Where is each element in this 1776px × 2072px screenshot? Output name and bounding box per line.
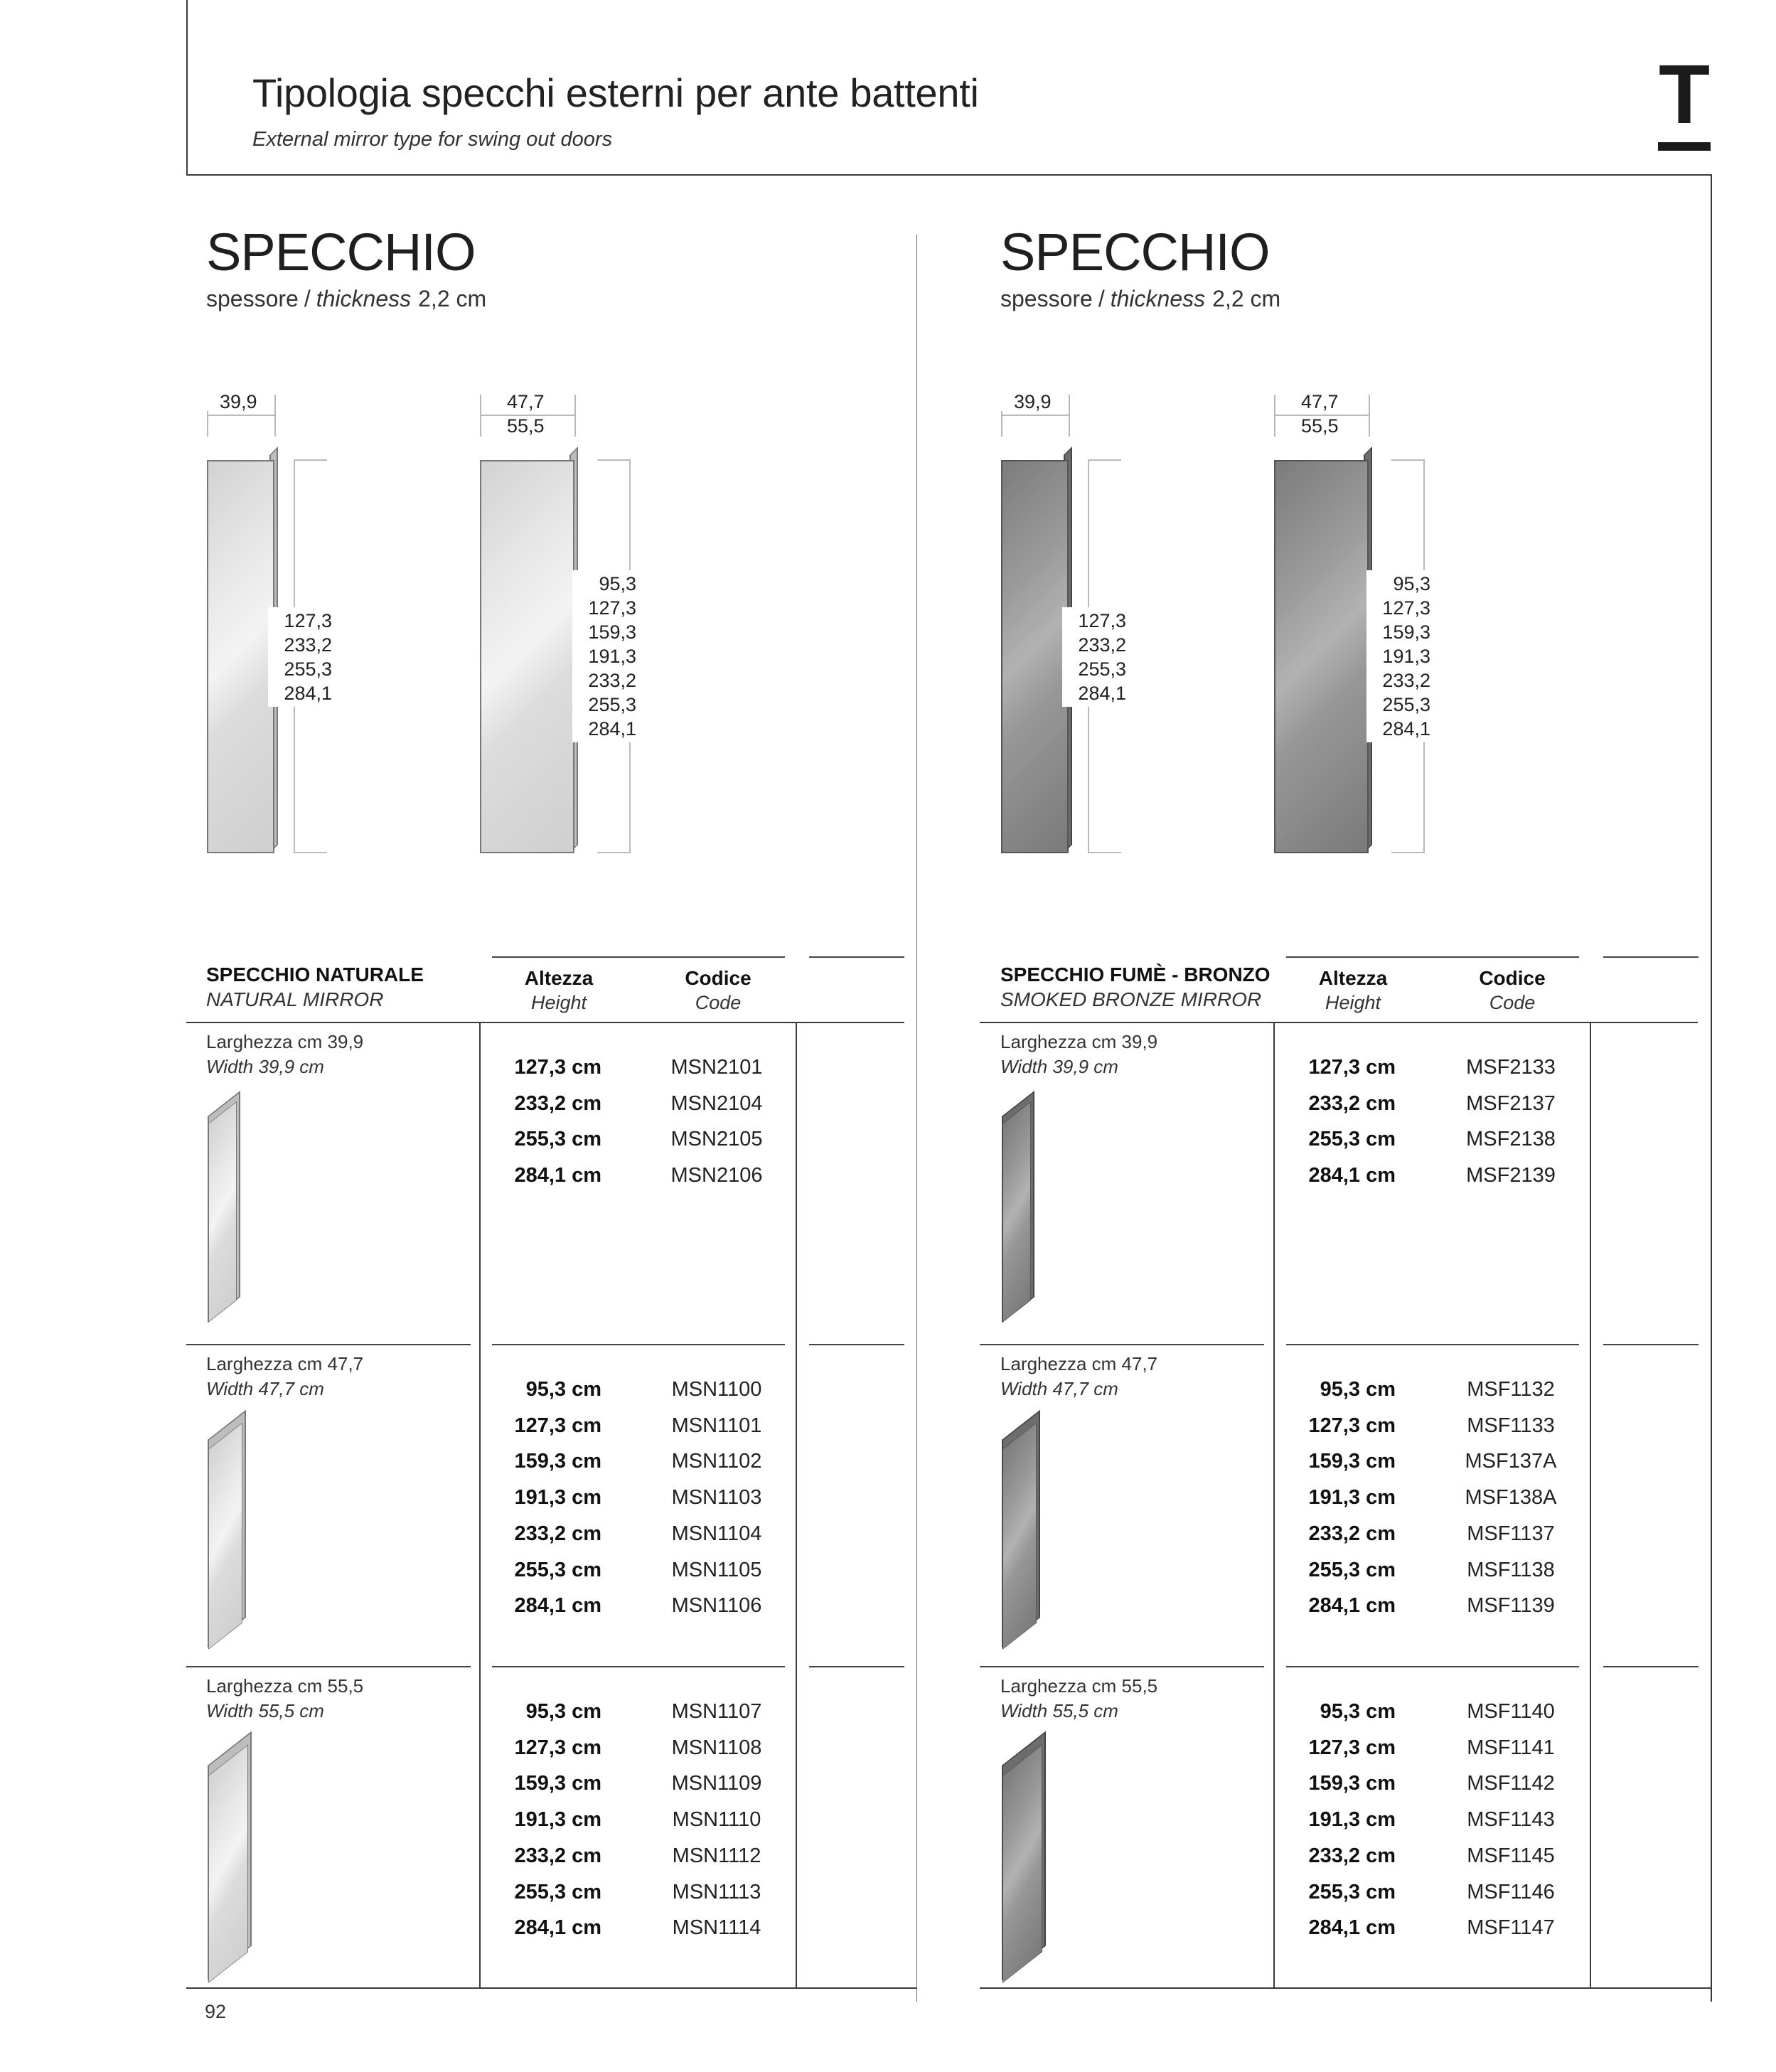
group-width-label-en: Width 39,9 cm (1000, 1056, 1118, 1077)
width-value: 47,7 (507, 391, 545, 412)
row-code: MSF1145 (1467, 1844, 1555, 1867)
header-rule (1286, 956, 1579, 958)
col-header-height-en: Height (530, 992, 587, 1013)
brand-logo-bar (1658, 142, 1711, 151)
header-rule (809, 956, 904, 958)
thickness-label-en: thickness (1110, 286, 1206, 311)
row-code: MSN2105 (670, 1128, 763, 1151)
row-height: 233,2 cm (514, 1091, 601, 1115)
table-title-en: NATURAL MIRROR (206, 988, 384, 1010)
group-rule (1603, 1344, 1699, 1345)
thickness-value: 2,2 cm (418, 286, 487, 311)
row-height: 284,1 cm (1308, 1594, 1396, 1618)
height-value: 127,3 (1382, 597, 1430, 619)
table-bottom-rule (186, 1987, 916, 1989)
thickness-line (1000, 286, 1280, 312)
col-header-height: Altezza (1318, 967, 1388, 989)
thickness-separator: / (304, 286, 311, 311)
dim-tick-top (1088, 459, 1121, 461)
group-width-label-en: Width 47,7 cm (206, 1378, 324, 1399)
section-divider (916, 235, 917, 2002)
thickness-value: 2,2 cm (1212, 286, 1281, 311)
row-code: MSN1107 (671, 1700, 762, 1723)
row-code: MSF1142 (1467, 1772, 1555, 1795)
header-rule (1603, 956, 1699, 958)
row-code: MSN1110 (672, 1808, 761, 1832)
group-rule (1286, 1344, 1579, 1345)
height-value: 95,3 (1393, 573, 1430, 594)
page-title: Tipologia specchi esterni per ante battenti (252, 70, 979, 115)
mirror-panel-narrow (207, 460, 274, 853)
row-code: MSF2133 (1466, 1056, 1556, 1079)
col-divider (796, 1022, 797, 1989)
row-height: 127,3 cm (1308, 1736, 1396, 1759)
mirror-thumbnail-face (1002, 1744, 1042, 1983)
frame-top-line (186, 174, 1712, 176)
row-code: MSF2138 (1466, 1128, 1556, 1151)
col-divider (1590, 1022, 1591, 1989)
row-height: 127,3 cm (1308, 1414, 1396, 1437)
row-height: 95,3 cm (525, 1378, 601, 1401)
dim-tick-bottom (597, 852, 631, 853)
height-value: 255,3 (1078, 658, 1126, 680)
row-height: 95,3 cm (1320, 1700, 1396, 1723)
width-value: 55,5 (507, 415, 545, 437)
row-height: 233,2 cm (1308, 1844, 1396, 1867)
table-bottom-rule (980, 1987, 1712, 1989)
dim-tick-bottom (1391, 852, 1425, 853)
row-code: MSN1102 (671, 1450, 762, 1473)
col-header-code-en: Code (695, 992, 742, 1013)
height-value: 255,3 (1382, 694, 1430, 715)
header-rule (492, 956, 785, 958)
dim-tick-bottom (294, 852, 327, 853)
group-width-label: Larghezza cm 55,5 (206, 1675, 364, 1697)
row-height: 95,3 cm (1320, 1378, 1396, 1401)
thickness-label-en: thickness (316, 286, 412, 311)
height-value: 233,2 (588, 670, 636, 691)
col-header-code: Codice (1479, 967, 1546, 989)
row-height: 191,3 cm (1308, 1808, 1396, 1832)
height-value: 95,3 (599, 573, 636, 594)
mirror-panel-wide (1274, 460, 1369, 853)
row-code: MSN1100 (671, 1378, 762, 1401)
height-value: 255,3 (588, 694, 636, 715)
row-code: MSN1103 (671, 1486, 762, 1510)
row-code: MSN1101 (671, 1414, 762, 1437)
wide-widths (1301, 390, 1339, 438)
height-value: 127,3 (588, 597, 636, 619)
row-code: MSF1141 (1467, 1736, 1555, 1759)
narrow-heights (1062, 607, 1126, 707)
dim-tick-top (597, 459, 631, 461)
height-value: 191,3 (588, 646, 636, 667)
table-title: SPECCHIO NATURALE (206, 963, 424, 986)
row-height: 191,3 cm (514, 1808, 601, 1832)
narrow-width-label: 39,9 (220, 391, 257, 412)
row-height: 127,3 cm (514, 1736, 601, 1759)
row-code: MSF1133 (1467, 1414, 1555, 1437)
height-value: 127,3 (1078, 610, 1126, 631)
row-code: MSF1140 (1467, 1700, 1555, 1723)
dim-line-width (1001, 415, 1070, 416)
row-height: 284,1 cm (1308, 1916, 1396, 1940)
row-height: 255,3 cm (514, 1558, 601, 1581)
thickness-label-it: spessore (206, 286, 299, 311)
mirror-panel-wide (480, 460, 574, 853)
group-rule (980, 1344, 1264, 1345)
row-code: MSF1137 (1467, 1522, 1555, 1545)
row-height: 127,3 cm (514, 1414, 601, 1437)
height-value: 284,1 (1382, 718, 1430, 739)
row-code: MSF138A (1465, 1486, 1557, 1510)
row-height: 159,3 cm (1308, 1450, 1396, 1473)
height-value: 159,3 (588, 621, 636, 643)
row-height: 95,3 cm (525, 1700, 601, 1723)
height-value: 233,2 (1382, 670, 1430, 691)
group-rule (492, 1344, 785, 1345)
row-code: MSN1108 (671, 1736, 762, 1759)
dim-line-width (207, 415, 276, 416)
height-value: 284,1 (588, 718, 636, 739)
row-height: 233,2 cm (514, 1522, 601, 1545)
height-value: 191,3 (1382, 646, 1430, 667)
group-rule (980, 1666, 1264, 1667)
group-width-label: Larghezza cm 47,7 (206, 1353, 364, 1374)
height-value: 284,1 (284, 683, 332, 704)
group-width-label-en: Width 55,5 cm (206, 1700, 324, 1721)
narrow-heights (268, 607, 332, 707)
col-header-code: Codice (685, 967, 751, 989)
thickness-label-it: spessore (1000, 286, 1093, 311)
group-width-label: Larghezza cm 39,9 (1000, 1031, 1158, 1052)
wide-widths (507, 390, 545, 438)
row-height: 284,1 cm (1308, 1164, 1396, 1187)
row-height: 284,1 cm (514, 1916, 601, 1940)
group-width-label: Larghezza cm 55,5 (1000, 1675, 1158, 1697)
row-code: MSN1109 (671, 1772, 762, 1795)
row-code: MSF137A (1465, 1450, 1557, 1473)
row-code: MSF2139 (1466, 1164, 1556, 1187)
mirror-thumbnail-face (208, 1744, 248, 1983)
row-height: 255,3 cm (514, 1128, 601, 1151)
height-value: 159,3 (1382, 621, 1430, 643)
row-code: MSN1105 (671, 1558, 762, 1581)
height-value: 255,3 (284, 658, 332, 680)
mirror-thumbnail-face (208, 1101, 237, 1323)
row-height: 284,1 cm (514, 1594, 601, 1618)
row-height: 233,2 cm (1308, 1522, 1396, 1545)
height-value: 284,1 (1078, 683, 1126, 704)
group-width-label-en: Width 47,7 cm (1000, 1378, 1118, 1399)
wide-heights (1366, 570, 1430, 742)
row-height: 255,3 cm (1308, 1558, 1396, 1581)
wide-heights (572, 570, 636, 742)
group-width-label-en: Width 39,9 cm (206, 1056, 324, 1077)
group-width-label: Larghezza cm 47,7 (1000, 1353, 1158, 1374)
table-title-en: SMOKED BRONZE MIRROR (1000, 988, 1262, 1010)
row-height: 191,3 cm (1308, 1486, 1396, 1510)
row-code: MSF2137 (1466, 1091, 1556, 1115)
row-height: 159,3 cm (514, 1450, 601, 1473)
dim-tick-bottom (1088, 852, 1121, 853)
group-rule (809, 1666, 904, 1667)
group-rule (186, 1344, 471, 1345)
group-width-label: Larghezza cm 39,9 (206, 1031, 364, 1052)
mirror-thumbnail-face (1002, 1101, 1031, 1323)
row-code: MSF1146 (1467, 1880, 1555, 1903)
row-height: 255,3 cm (514, 1880, 601, 1903)
thickness-line (206, 286, 486, 312)
row-code: MSN1112 (672, 1844, 761, 1867)
col-header-height-en: Height (1325, 992, 1381, 1013)
row-height: 159,3 cm (514, 1772, 601, 1795)
frame-right (1711, 174, 1712, 2002)
narrow-width-label: 39,9 (1014, 391, 1052, 412)
row-code: MSN1113 (672, 1880, 761, 1903)
row-code: MSN1106 (671, 1594, 762, 1618)
table-title: SPECCHIO FUMÈ - BRONZO (1000, 963, 1271, 986)
row-height: 255,3 cm (1308, 1128, 1396, 1151)
row-code: MSF1139 (1467, 1594, 1555, 1618)
row-code: MSN2104 (670, 1091, 763, 1115)
row-code: MSN1114 (672, 1916, 761, 1940)
row-code: MSN1104 (671, 1522, 762, 1545)
width-value: 47,7 (1301, 391, 1339, 412)
width-value: 55,5 (1301, 415, 1339, 437)
row-height: 284,1 cm (514, 1164, 601, 1187)
page-subtitle: External mirror type for swing out doors (252, 128, 613, 151)
row-code: MSF1143 (1467, 1808, 1555, 1832)
section-title: SPECCHIO (206, 223, 476, 282)
row-height: 159,3 cm (1308, 1772, 1396, 1795)
mirror-thumbnail-face (208, 1422, 242, 1650)
col-header-code-en: Code (1489, 992, 1536, 1013)
row-code: MSN2101 (670, 1056, 763, 1079)
row-height: 233,2 cm (1308, 1091, 1396, 1115)
group-rule (1603, 1666, 1699, 1667)
frame-left-top (186, 0, 188, 175)
row-height: 191,3 cm (514, 1486, 601, 1510)
group-rule (186, 1666, 471, 1667)
height-value: 233,2 (1078, 634, 1126, 656)
mirror-panel-narrow (1001, 460, 1069, 853)
dim-tick-top (294, 459, 327, 461)
dim-tick-top (1391, 459, 1425, 461)
height-value: 127,3 (284, 610, 332, 631)
section-title: SPECCHIO (1000, 223, 1270, 282)
page-number: 92 (205, 2001, 227, 2022)
group-rule (809, 1344, 904, 1345)
row-height: 255,3 cm (1308, 1880, 1396, 1903)
row-height: 127,3 cm (514, 1056, 601, 1079)
mirror-thumbnail-face (1002, 1422, 1037, 1650)
group-rule (1286, 1666, 1579, 1667)
col-header-height: Altezza (524, 967, 594, 989)
row-code: MSF1132 (1467, 1378, 1555, 1401)
row-code: MSF1138 (1467, 1558, 1555, 1581)
group-width-label-en: Width 55,5 cm (1000, 1700, 1118, 1721)
height-value: 233,2 (284, 634, 332, 656)
thickness-separator: / (1098, 286, 1105, 311)
group-rule (492, 1666, 785, 1667)
brand-logo-letter: T (1659, 48, 1711, 141)
row-code: MSN2106 (670, 1164, 763, 1187)
row-code: MSF1147 (1467, 1916, 1555, 1940)
row-height: 127,3 cm (1308, 1056, 1396, 1079)
row-height: 233,2 cm (514, 1844, 601, 1867)
